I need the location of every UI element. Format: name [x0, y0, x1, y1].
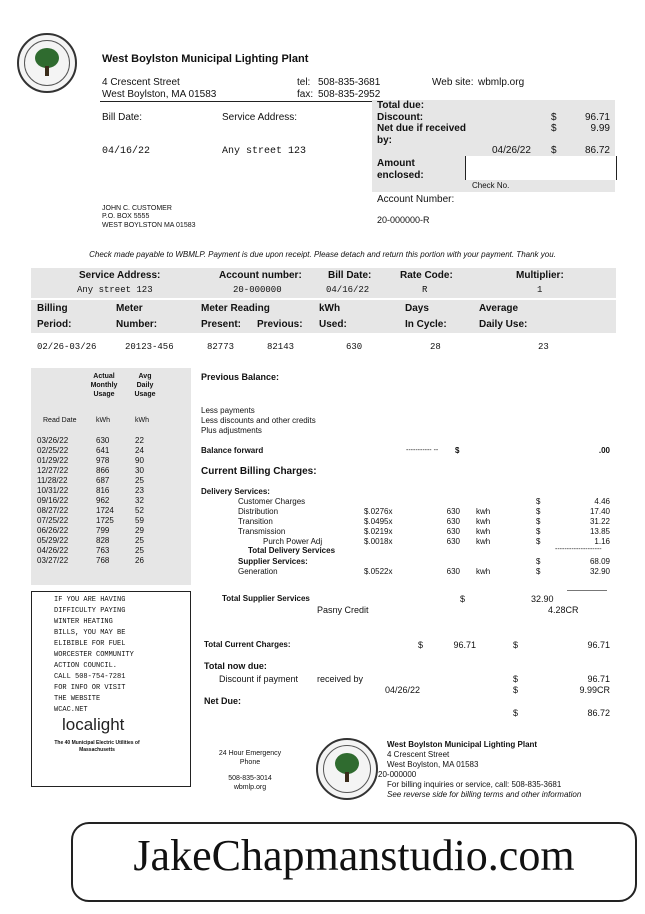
- footer-account: 20-000000: [378, 770, 417, 779]
- charge-amount: 17.40: [589, 507, 610, 516]
- charge-name: Transmission: [238, 527, 286, 536]
- history-read-date-cell: 10/31/22: [37, 486, 69, 495]
- bill-date-value: 04/16/22: [102, 146, 151, 157]
- delivery-services-label: Delivery Services:: [201, 487, 270, 496]
- pasny-value: 4.28CR: [548, 605, 579, 615]
- plus-adjustments: Plus adjustments: [201, 426, 262, 435]
- total-current-value-a: 96.71: [453, 640, 476, 650]
- generation-rate: $.0522x: [364, 567, 393, 576]
- localight-logo: localight: [62, 715, 125, 734]
- history-avg-cell: 32: [135, 496, 144, 505]
- total-current-dollar-a: $: [418, 640, 424, 650]
- heating-notice-line: WCAC.NET: [54, 706, 88, 714]
- history-avg-cell: 23: [135, 486, 144, 495]
- history-avg-cell: 22: [135, 436, 144, 445]
- footer-seal-logo: [316, 738, 378, 800]
- generation-kwh: 630: [446, 567, 460, 576]
- meter-used: 630: [346, 342, 363, 352]
- meter-reading-label: Meter Reading: [201, 303, 270, 314]
- history-read-date-cell: 07/25/22: [37, 516, 69, 525]
- footer-city: West Boylston, MA 01583: [387, 760, 479, 769]
- meter-present: 82773: [207, 342, 235, 352]
- heating-notice-line: WINTER HEATING: [54, 618, 113, 626]
- payment-notice: Check made payable to WBMLP. Payment is due upon receipt. Please detach and return this portion with your payment. Thank you.: [89, 250, 556, 259]
- history-actual-cell: 816: [96, 486, 110, 495]
- in-cycle-label: In Cycle:: [405, 319, 447, 330]
- days-label: Days: [405, 303, 429, 314]
- meter-number: 20123-456: [125, 342, 174, 352]
- charge-dollar: $: [536, 527, 541, 536]
- history-avg-cell: 90: [135, 456, 144, 465]
- net-due-label: Net due if received by:: [377, 123, 466, 146]
- meter-number-label: Number:: [116, 319, 158, 330]
- emergency-label: 24 Hour Emergency Phone: [218, 750, 282, 766]
- company-seal-logo: [17, 33, 77, 93]
- charge-unit: kwh: [476, 537, 491, 546]
- heating-notice-line: IF YOU ARE HAVING: [54, 596, 126, 604]
- history-read-date-cell: 01/29/22: [37, 456, 69, 465]
- amount-enclosed-label: Amount enclosed:: [377, 158, 424, 181]
- tel-value: 508-835-3681: [318, 77, 381, 88]
- total-due-label: Total due:: [377, 100, 425, 111]
- history-read-date-cell: 05/29/22: [37, 536, 69, 545]
- charge-name: Transition: [238, 517, 273, 526]
- charge-amount: 4.46: [594, 497, 610, 506]
- total-now-due-value: 96.71: [587, 674, 610, 684]
- history-actual-cell: 978: [96, 456, 110, 465]
- history-actual-cell: 630: [96, 436, 110, 445]
- charge-name: Distribution: [238, 507, 279, 516]
- meter-period: 02/26-03/26: [37, 342, 97, 352]
- total-current-value-b: 96.71: [587, 640, 610, 650]
- total-current-dollar-b: $: [513, 640, 519, 650]
- summary-multiplier: 1: [537, 285, 543, 295]
- period-label: Period:: [37, 319, 72, 330]
- discount-if-payment-label: Discount if payment: [219, 674, 299, 684]
- total-supplier-label: Total Supplier Services: [222, 594, 310, 603]
- summary-bill-date-label: Bill Date:: [328, 270, 372, 281]
- total-delivery-value: 68.09: [589, 557, 610, 566]
- history-actual-cell: 1725: [96, 516, 114, 525]
- total-due-dollar: $: [551, 112, 557, 123]
- supplier-services-label: Supplier Services:: [238, 557, 308, 566]
- service-address-value: Any street 123: [222, 146, 307, 157]
- charge-kwh: 630: [446, 537, 460, 546]
- summary-service-address: Any street 123: [77, 285, 153, 295]
- heating-notice-line: DIFFICULTY PAYING: [54, 607, 126, 615]
- daily-use-label: Daily Use:: [479, 319, 528, 330]
- generation-value: 32.90: [589, 567, 610, 576]
- charge-dollar: $: [536, 507, 541, 516]
- summary-account-label: Account number:: [219, 270, 302, 281]
- emergency-phone: 508-835-3014: [228, 775, 272, 782]
- history-avg-cell: 26: [135, 556, 144, 565]
- discount-date: 04/26/22: [385, 685, 421, 695]
- charge-amount: 31.22: [589, 517, 610, 526]
- discount-dollar: $: [551, 123, 557, 134]
- current-billing-label: Current Billing Charges:: [201, 466, 317, 477]
- charge-name: Purch Power Adj: [263, 537, 323, 546]
- history-avg-cell: 24: [135, 446, 144, 455]
- footer-company-name: West Boylston Municipal Lighting Plant: [387, 740, 538, 749]
- charge-rate: $.0495x: [364, 517, 393, 526]
- charge-kwh: 630: [446, 507, 460, 516]
- history-actual-header: Actual Monthly Usage: [90, 373, 118, 398]
- history-actual-cell: 763: [96, 546, 110, 555]
- summary-rate-code-label: Rate Code:: [400, 270, 453, 281]
- history-read-date-cell: 11/28/22: [37, 476, 68, 485]
- generation-unit: kwh: [476, 567, 491, 576]
- history-read-date-cell: 06/26/22: [37, 526, 69, 535]
- history-avg-cell: 25: [135, 546, 144, 555]
- charge-rate: $.0018x: [364, 537, 393, 546]
- generation-label: Generation: [238, 567, 278, 576]
- history-read-date-cell: 02/25/22: [37, 446, 69, 455]
- discount-value: 9.99: [590, 123, 610, 134]
- total-due-value: 96.71: [584, 112, 610, 123]
- net-due-bottom-value: 86.72: [587, 708, 610, 718]
- total-supplier-dollar: $: [460, 594, 466, 604]
- history-actual-cell: 828: [96, 536, 110, 545]
- footer-reverse-note: See reverse side for billing terms and other information: [387, 790, 582, 799]
- watermark-text: JakeChapmanstudio.com: [133, 831, 575, 880]
- net-due-date: 04/26/22: [492, 145, 531, 156]
- charge-amount: 1.16: [594, 537, 610, 546]
- history-avg-header: Avg Daily Usage: [134, 373, 156, 398]
- discount-amount-value: 9.99CR: [579, 685, 610, 695]
- check-no-label: Check No.: [472, 181, 510, 190]
- history-read-date-cell: 03/27/22: [37, 556, 69, 565]
- pasny-label: Pasny Credit: [317, 605, 369, 615]
- fax-label: fax:: [297, 89, 314, 100]
- balance-forward-dollar: $: [455, 446, 460, 455]
- net-due-bottom-label: Net Due:: [204, 696, 242, 706]
- summary-service-address-label: Service Address:: [79, 270, 161, 281]
- history-avg-cell: 29: [135, 526, 144, 535]
- total-delivery-dashes: --------------------: [555, 546, 602, 553]
- history-read-date-cell: 08/27/22: [37, 506, 69, 515]
- net-due-value: 86.72: [584, 145, 610, 156]
- meter-daily-use: 23: [538, 342, 549, 352]
- total-now-due-label: Total now due:: [204, 661, 267, 671]
- generation-dollar: $: [536, 567, 541, 576]
- customer-box: P.O. BOX 5555: [102, 213, 150, 220]
- history-kwh-label-1: kWh: [96, 417, 110, 424]
- web-label: Web site:: [432, 77, 474, 88]
- amount-enclosed-field[interactable]: [465, 156, 617, 180]
- heating-notice-line: CALL 508-754-7281: [54, 673, 126, 681]
- customer-name: JOHN C. CUSTOMER: [102, 205, 172, 212]
- account-number-value: 20-000000-R: [377, 215, 430, 225]
- less-discounts: Less discounts and other credits: [201, 416, 316, 425]
- present-label: Present:: [201, 319, 242, 330]
- charge-amount: 13.85: [589, 527, 610, 536]
- charge-name: Customer Charges: [238, 497, 306, 506]
- previous-label: Previous:: [257, 319, 303, 330]
- history-read-date-cell: 04/26/22: [37, 546, 69, 555]
- history-read-date-cell: 12/27/22: [37, 466, 69, 475]
- charge-kwh: 630: [446, 527, 460, 536]
- history-kwh-label-2: kWh: [135, 417, 149, 424]
- net-due-bottom-dollar: $: [513, 708, 519, 718]
- less-payments: Less payments: [201, 406, 255, 415]
- balance-forward-label: Balance forward: [201, 446, 264, 455]
- history-actual-cell: 799: [96, 526, 110, 535]
- charge-unit: kwh: [476, 517, 491, 526]
- company-street: 4 Crescent Street: [102, 77, 180, 88]
- total-now-due-dollar: $: [513, 674, 519, 684]
- balance-forward-value: .00: [598, 446, 610, 455]
- meter-days: 28: [430, 342, 441, 352]
- charge-unit: kwh: [476, 527, 491, 536]
- summary-multiplier-label: Multiplier:: [516, 270, 564, 281]
- total-supplier-value: 32.90: [531, 594, 554, 604]
- history-avg-cell: 52: [135, 506, 144, 515]
- meter-previous: 82143: [267, 342, 295, 352]
- history-actual-cell: 962: [96, 496, 110, 505]
- summary-account: 20-000000: [233, 285, 282, 295]
- used-label: Used:: [319, 319, 347, 330]
- history-actual-cell: 866: [96, 466, 110, 475]
- bill-date-label: Bill Date:: [102, 112, 143, 123]
- summary-bill-date: 04/16/22: [326, 285, 370, 295]
- balance-forward-dashes: ----------- --: [406, 447, 439, 454]
- total-delivery-dollar: $: [536, 557, 541, 566]
- charge-kwh: 630: [446, 517, 460, 526]
- account-number-label: Account Number:: [377, 194, 455, 205]
- history-actual-cell: 641: [96, 446, 110, 455]
- fax-value: 508-835-2952: [318, 89, 381, 100]
- history-avg-cell: 25: [135, 476, 144, 485]
- footer-street: 4 Crescent Street: [387, 750, 450, 759]
- history-actual-cell: 687: [96, 476, 110, 485]
- charge-rate: $.0276x: [364, 507, 393, 516]
- heating-notice-line: BILLS, YOU MAY BE: [54, 629, 126, 637]
- web-value: wbmlp.org: [478, 77, 525, 88]
- billing-label: Billing: [37, 303, 68, 314]
- history-read-date-cell: 09/16/22: [37, 496, 69, 505]
- discount-amount-dollar: $: [513, 685, 519, 695]
- net-due-dollar: $: [551, 145, 557, 156]
- charge-unit: kwh: [476, 507, 491, 516]
- service-address-label: Service Address:: [222, 112, 298, 123]
- heating-notice-line: WORCESTER COMMUNITY: [54, 651, 134, 659]
- emergency-web: wbmlp.org: [233, 784, 267, 791]
- total-delivery-label: Total Delivery Services: [248, 546, 336, 555]
- company-city: West Boylston, MA 01583: [102, 89, 217, 100]
- localight-tagline: The 40 Municipal Electric Utilities of Massachusetts: [54, 740, 140, 753]
- meter-label: Meter: [116, 303, 143, 314]
- history-read-date-label: Read Date: [43, 417, 77, 424]
- heating-notice-line: FOR INFO OR VISIT: [54, 684, 126, 692]
- history-actual-cell: 1724: [96, 506, 114, 515]
- total-current-label: Total Current Charges:: [204, 640, 291, 649]
- customer-city: WEST BOYLSTON MA 01583: [102, 222, 196, 229]
- charge-dollar: $: [536, 497, 541, 506]
- received-by-label: received by: [317, 674, 364, 684]
- charge-rate: $.0219x: [364, 527, 393, 536]
- history-avg-cell: 25: [135, 536, 144, 545]
- heating-notice-line: THE WEBSITE: [54, 695, 101, 703]
- tel-label: tel:: [297, 77, 311, 88]
- kwh-label: kWh: [319, 303, 341, 314]
- average-label: Average: [479, 303, 519, 314]
- history-avg-cell: 30: [135, 466, 144, 475]
- charge-dollar: $: [536, 537, 541, 546]
- history-read-date-cell: 03/26/22: [37, 436, 69, 445]
- previous-balance-label: Previous Balance:: [201, 372, 280, 382]
- history-avg-cell: 59: [135, 516, 144, 525]
- history-actual-cell: 768: [96, 556, 110, 565]
- discount-label: Discount:: [377, 112, 424, 123]
- company-name: West Boylston Municipal Lighting Plant: [102, 53, 309, 65]
- heating-notice-line: ACTION COUNCIL.: [54, 662, 118, 670]
- charge-dollar: $: [536, 517, 541, 526]
- heating-notice-line: ELIBIBLE FOR FUEL: [54, 640, 126, 648]
- summary-rate-code: R: [422, 285, 428, 295]
- footer-inquiries: For billing inquiries or service, call: 508-835-3681: [387, 780, 562, 789]
- address-underline: [100, 101, 378, 102]
- supplier-divider: [567, 590, 607, 591]
